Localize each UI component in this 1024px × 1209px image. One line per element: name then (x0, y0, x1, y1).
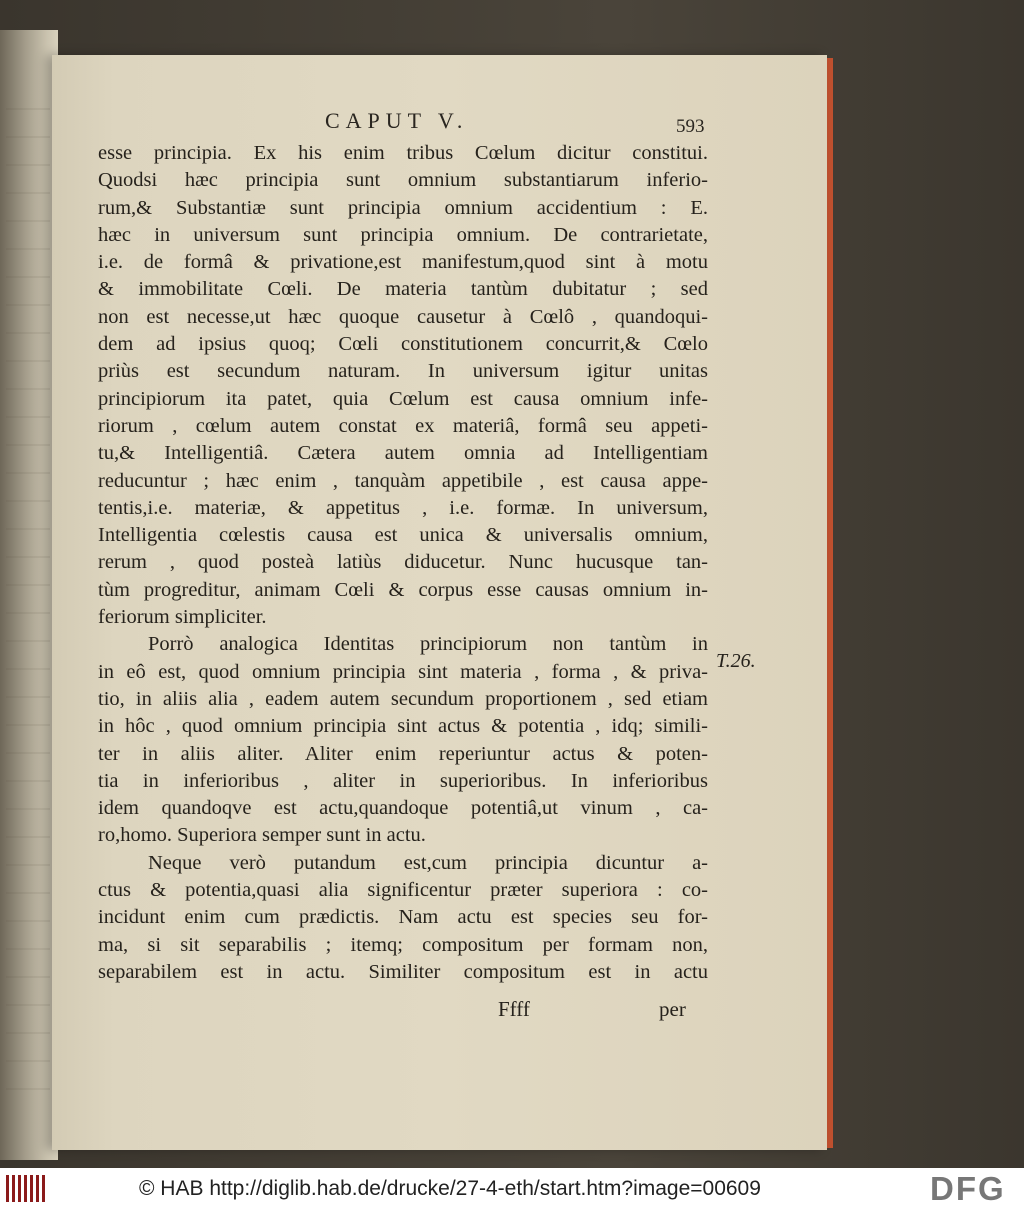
margin-note: T.26. (716, 650, 756, 672)
text-line: idem quandoqve est actu,quandoque potentiâ,ut vinum , ca- (98, 797, 708, 820)
dfg-logo: DFG (930, 1170, 1006, 1207)
running-head: CAPUT V. (325, 108, 469, 133)
text-line: incidunt enim cum prædictis. Nam actu est species seu for- (98, 906, 708, 929)
text-line: rum,& Substantiæ sunt principia omnium accidentium : E. (98, 196, 708, 219)
text-line: separabilem est in actu. Similiter compositum est in actu (98, 960, 708, 983)
text-line: feriorum simpliciter. (98, 606, 267, 629)
text-line: i.e. de formâ & privatione,est manifestum,quod sint à motu (98, 251, 708, 274)
text-line: ma, si sit separabilis ; itemq; compositum per formam non, (98, 933, 708, 956)
catchword: per (659, 997, 686, 1021)
text-line: Quodsi hæc principia sunt omnium substantiarum inferio- (98, 169, 708, 192)
text-line: tio, in aliis alia , eadem autem secundum proportionem , sed etiam (98, 687, 708, 710)
text-line: & immobilitate Cœli. De materia tantùm dubitatur ; sed (98, 278, 708, 301)
text-line: Neque verò putandum est,cum principia dicuntur a- (148, 851, 708, 874)
text-line: tu,& Intelligentiâ. Cætera autem omnia ad Intelligentiam (98, 442, 708, 465)
text-line: non est necesse,ut hæc quoque causetur à Cœlô , quandoqui- (98, 305, 708, 328)
body-text (98, 140, 708, 986)
text-line: in eô est, quod omnium principia sint materia , forma , & priva- (98, 660, 708, 683)
text-line: ter in aliis aliter. Aliter enim reperiuntur actus & poten- (98, 742, 708, 765)
text-line: esse principia. Ex his enim tribus Cœlum dicitur constitui. (98, 142, 708, 164)
text-line: in hôc , quod omnium principia sint actus & potentia , idq; simili- (98, 715, 708, 738)
red-page-edge (826, 58, 833, 1148)
text-line: rerum , quod posteà latiùs diducetur. Nunc hucusque tan- (98, 551, 708, 574)
text-line: priùs est secundum naturam. In universum igitur unitas (98, 360, 708, 383)
text-line: tia in inferioribus , aliter in superioribus. In inferioribus (98, 769, 708, 792)
text-line: ro,homo. Superiora semper sunt in actu. (98, 824, 426, 847)
page-number: 593 (676, 116, 705, 137)
text-line: Porrò analogica Identitas principiorum non tantùm in (148, 633, 708, 656)
text-line: tentis,i.e. materiæ, & appetitus , i.e. formæ. In universum, (98, 496, 708, 519)
text-line: ctus & potentia,quasi alia significentur præter superiora : co- (98, 879, 708, 902)
text-line: Intelligentia cœlestis causa est unica & universalis omnium, (98, 524, 708, 547)
footer-copyright-link[interactable]: © HAB http://diglib.hab.de/drucke/27-4-eth/start.htm?image=00609 (139, 1177, 761, 1200)
text-line: dem ad ipsius quoq; Cœli constitutionem concurrit,& Cœlo (98, 333, 708, 356)
hab-barcode-icon (6, 1175, 46, 1202)
text-line: riorum , cœlum autem constat ex materiâ, formâ seu appeti- (98, 414, 708, 437)
signature-mark: Ffff (498, 997, 530, 1021)
text-line: tùm progreditur, animam Cœli & corpus esse causas omnium in- (98, 578, 708, 601)
text-line: principiorum ita patet, quia Cœlum est causa omnium infe- (98, 387, 708, 410)
text-line: reducuntur ; hæc enim , tanquàm appetibile , est causa appe- (98, 469, 708, 492)
facing-page-edge (0, 30, 58, 1160)
text-line: hæc in universum sunt principia omnium. De contrarietate, (98, 223, 708, 246)
footer-bar (0, 1168, 1024, 1209)
facing-page-show-through (6, 90, 50, 1090)
